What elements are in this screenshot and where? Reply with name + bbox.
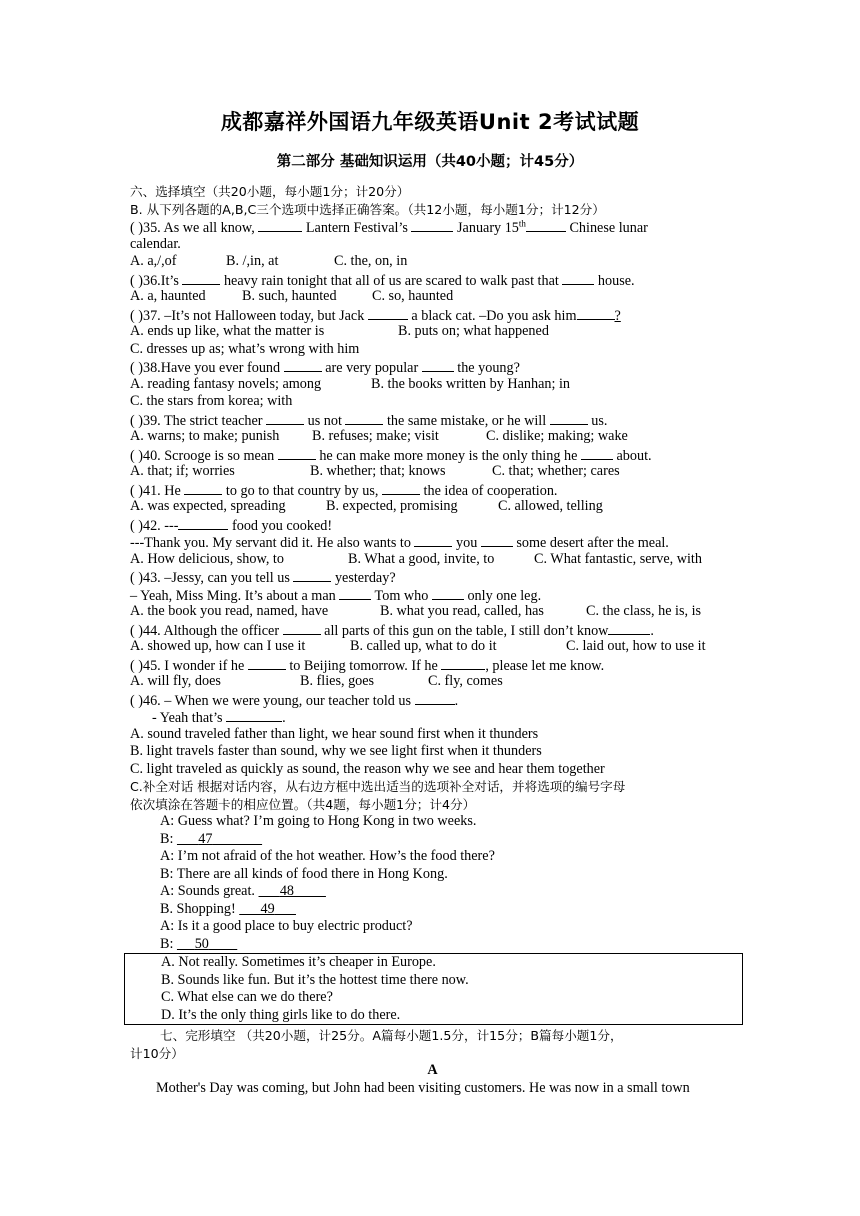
question-46-option-a: A. sound traveled father than light, we hear sound first when it thunders — [130, 725, 539, 742]
question-37: ( )37. –It’s not Halloween today, but Jack a black cat. –Do you ask him ? — [130, 307, 621, 324]
blank — [284, 358, 322, 372]
blank — [178, 516, 228, 530]
question-43: ( )43. –Jessy, can you tell us yesterday? — [130, 570, 396, 586]
exam-body — [130, 183, 735, 1097]
question-35-cont: calendar. — [130, 235, 181, 252]
question-43-reply: – Yeah, Miss Ming. It’s about a man Tom who only one leg. — [130, 587, 542, 604]
question-41-options: A. was expected, spreading B. expected, promising C. allowed, telling — [130, 498, 603, 514]
page-title: 成都嘉祥外国语九年级英语Unit 2考试试题 — [220, 110, 640, 134]
question-46-option-c: C. light traveled as quickly as sound, the reason why we see and hear them together — [130, 760, 605, 777]
blank — [441, 656, 485, 670]
question-37-options: A. ends up like, what the matter is B. puts on; what happened — [130, 323, 549, 339]
section-6-heading: 六、选择填空（共20小题，每小题1分；计20分） — [130, 184, 410, 199]
question-40: ( )40. Scrooge is so mean he can make more money is the only thing he about. — [130, 447, 652, 464]
section-subtitle: 第二部分 基础知识运用（共40小题；计45分） — [276, 154, 584, 170]
blank — [415, 691, 455, 705]
blank — [293, 568, 331, 582]
dialog-line-50: B: 50 — [160, 935, 209, 952]
blank — [481, 533, 513, 547]
dialog-line-49: B. Shopping! 49 — [160, 900, 275, 917]
dialog-line: A: Guess what? I’m going to Hong Kong in two weeks. — [160, 813, 477, 829]
question-39-options: A. warns; to make; punish B. refuses; make; visit C. dislike; making; wake — [130, 428, 628, 444]
blank — [258, 218, 302, 232]
section-c-instruction-cont: 依次填涂在答题卡的相应位置。（共4题，每小题1分；计4分） — [130, 796, 476, 812]
blank — [266, 411, 304, 425]
question-36-options: A. a, haunted B. such, haunted C. so, haunted — [130, 288, 454, 304]
blank — [248, 656, 286, 670]
blank — [526, 218, 566, 232]
passage-first-line: Mother's Day was coming, but John had been visiting customers. He was now in a small town — [156, 1079, 690, 1096]
box-option: B. Sounds like fun. But it’s the hottest time there now. — [161, 971, 469, 988]
answer-options-box — [124, 953, 743, 1025]
box-option: A. Not really. Sometimes it’s cheaper in Europe. — [161, 954, 436, 970]
question-38-options: A. reading fantasy novels; among B. the books written by Hanhan; in — [130, 375, 570, 392]
section-c-instruction: C.补全对话 根据对话内容，从右边方框中选出适当的选项补全对话，并将选项的编号字母 — [130, 779, 626, 794]
blank — [432, 586, 464, 600]
question-46-reply: - Yeah that’s . — [152, 710, 286, 726]
question-46: ( )46. – When we were young, our teacher told us . — [130, 692, 459, 709]
blank — [608, 621, 650, 635]
question-44-options: A. showed up, how can I use it B. called up, what to do it C. laid out, how to use it — [130, 638, 706, 654]
dialog-line: A: Is it a good place to buy electric product? — [160, 918, 413, 934]
question-40-options: A. that; if; worries B. whether; that; knows C. that; whether; cares — [130, 463, 620, 479]
blank — [182, 271, 220, 285]
question-45-options: A. will fly, does B. flies, goes C. fly, comes — [130, 673, 503, 689]
section-b-instruction: B. 从下列各题的A,B,C三个选项中选择正确答案。（共12小题，每小题1分；计12分） — [130, 201, 605, 217]
dialog-line-47: B: 47 — [160, 830, 213, 847]
blank — [339, 586, 371, 600]
section-7-heading: 七、完形填空 （共20小题，计25分。A篇每小题1.5分，计15分；B篇每小题1分， — [160, 1028, 623, 1043]
dialog-line: B: There are all kinds of food there in Hong Kong. — [160, 865, 448, 882]
blank — [411, 218, 453, 232]
question-42-reply: ---Thank you. My servant did it. He also wants to you some desert after the meal. — [130, 535, 669, 551]
question-45: ( )45. I wonder if he to Beijing tomorrow. If he , please let me know. — [130, 657, 605, 674]
blank — [422, 358, 454, 372]
blank — [382, 481, 420, 495]
question-43-options: A. the book you read, named, have B. what you read, called, has C. the class, he is, is — [130, 603, 702, 619]
question-38-option-c: C. the stars from korea; with — [130, 393, 293, 409]
question-35: ( )35. As we all know, Lantern Festival’s January 15th Chinese lunar — [130, 218, 648, 236]
blank — [283, 621, 321, 635]
box-option: D. It’s the only thing girls like to do there. — [161, 1006, 401, 1023]
blank — [577, 306, 615, 320]
question-44: ( )44. Although the officer all parts of this gun on the table, I still don’t know . — [130, 622, 654, 639]
question-38: ( )38.Have you ever found are very popular the young? — [130, 360, 520, 376]
blank — [345, 411, 383, 425]
question-41: ( )41. He to go to that country by us, the idea of cooperation. — [130, 482, 558, 499]
blank — [581, 446, 613, 460]
question-46-option-b: B. light travels faster than sound, why we see light first when it thunders — [130, 743, 542, 759]
question-39: ( )39. The strict teacher us not the same mistake, or he will us. — [130, 412, 608, 429]
question-37-option-c: C. dresses up as; what’s wrong with him — [130, 340, 360, 357]
blank — [184, 481, 222, 495]
dialog-line-48: A: Sounds great. 48 — [160, 883, 294, 899]
question-35-options: A. a,/,of B. /,in, at C. the, on, in — [130, 253, 408, 269]
question-42: ( )42. --- food you cooked! — [130, 517, 333, 534]
box-option: C. What else can we do there? — [161, 989, 333, 1005]
blank — [550, 411, 588, 425]
blank — [368, 306, 408, 320]
blank — [278, 446, 316, 460]
blank — [226, 708, 282, 722]
question-42-options: A. How delicious, show, to B. What a good, invite, to C. What fantastic, serve, with — [130, 550, 702, 567]
passage-title: A — [427, 1062, 438, 1078]
blank — [562, 271, 594, 285]
dialog-line: A: I’m not afraid of the hot weather. How’s the food there? — [160, 848, 495, 864]
question-36: ( )36.It’s heavy rain tonight that all of us are scared to walk past that house. — [130, 272, 635, 289]
blank — [414, 533, 452, 547]
section-7-heading-cont: 计10分） — [130, 1045, 184, 1061]
